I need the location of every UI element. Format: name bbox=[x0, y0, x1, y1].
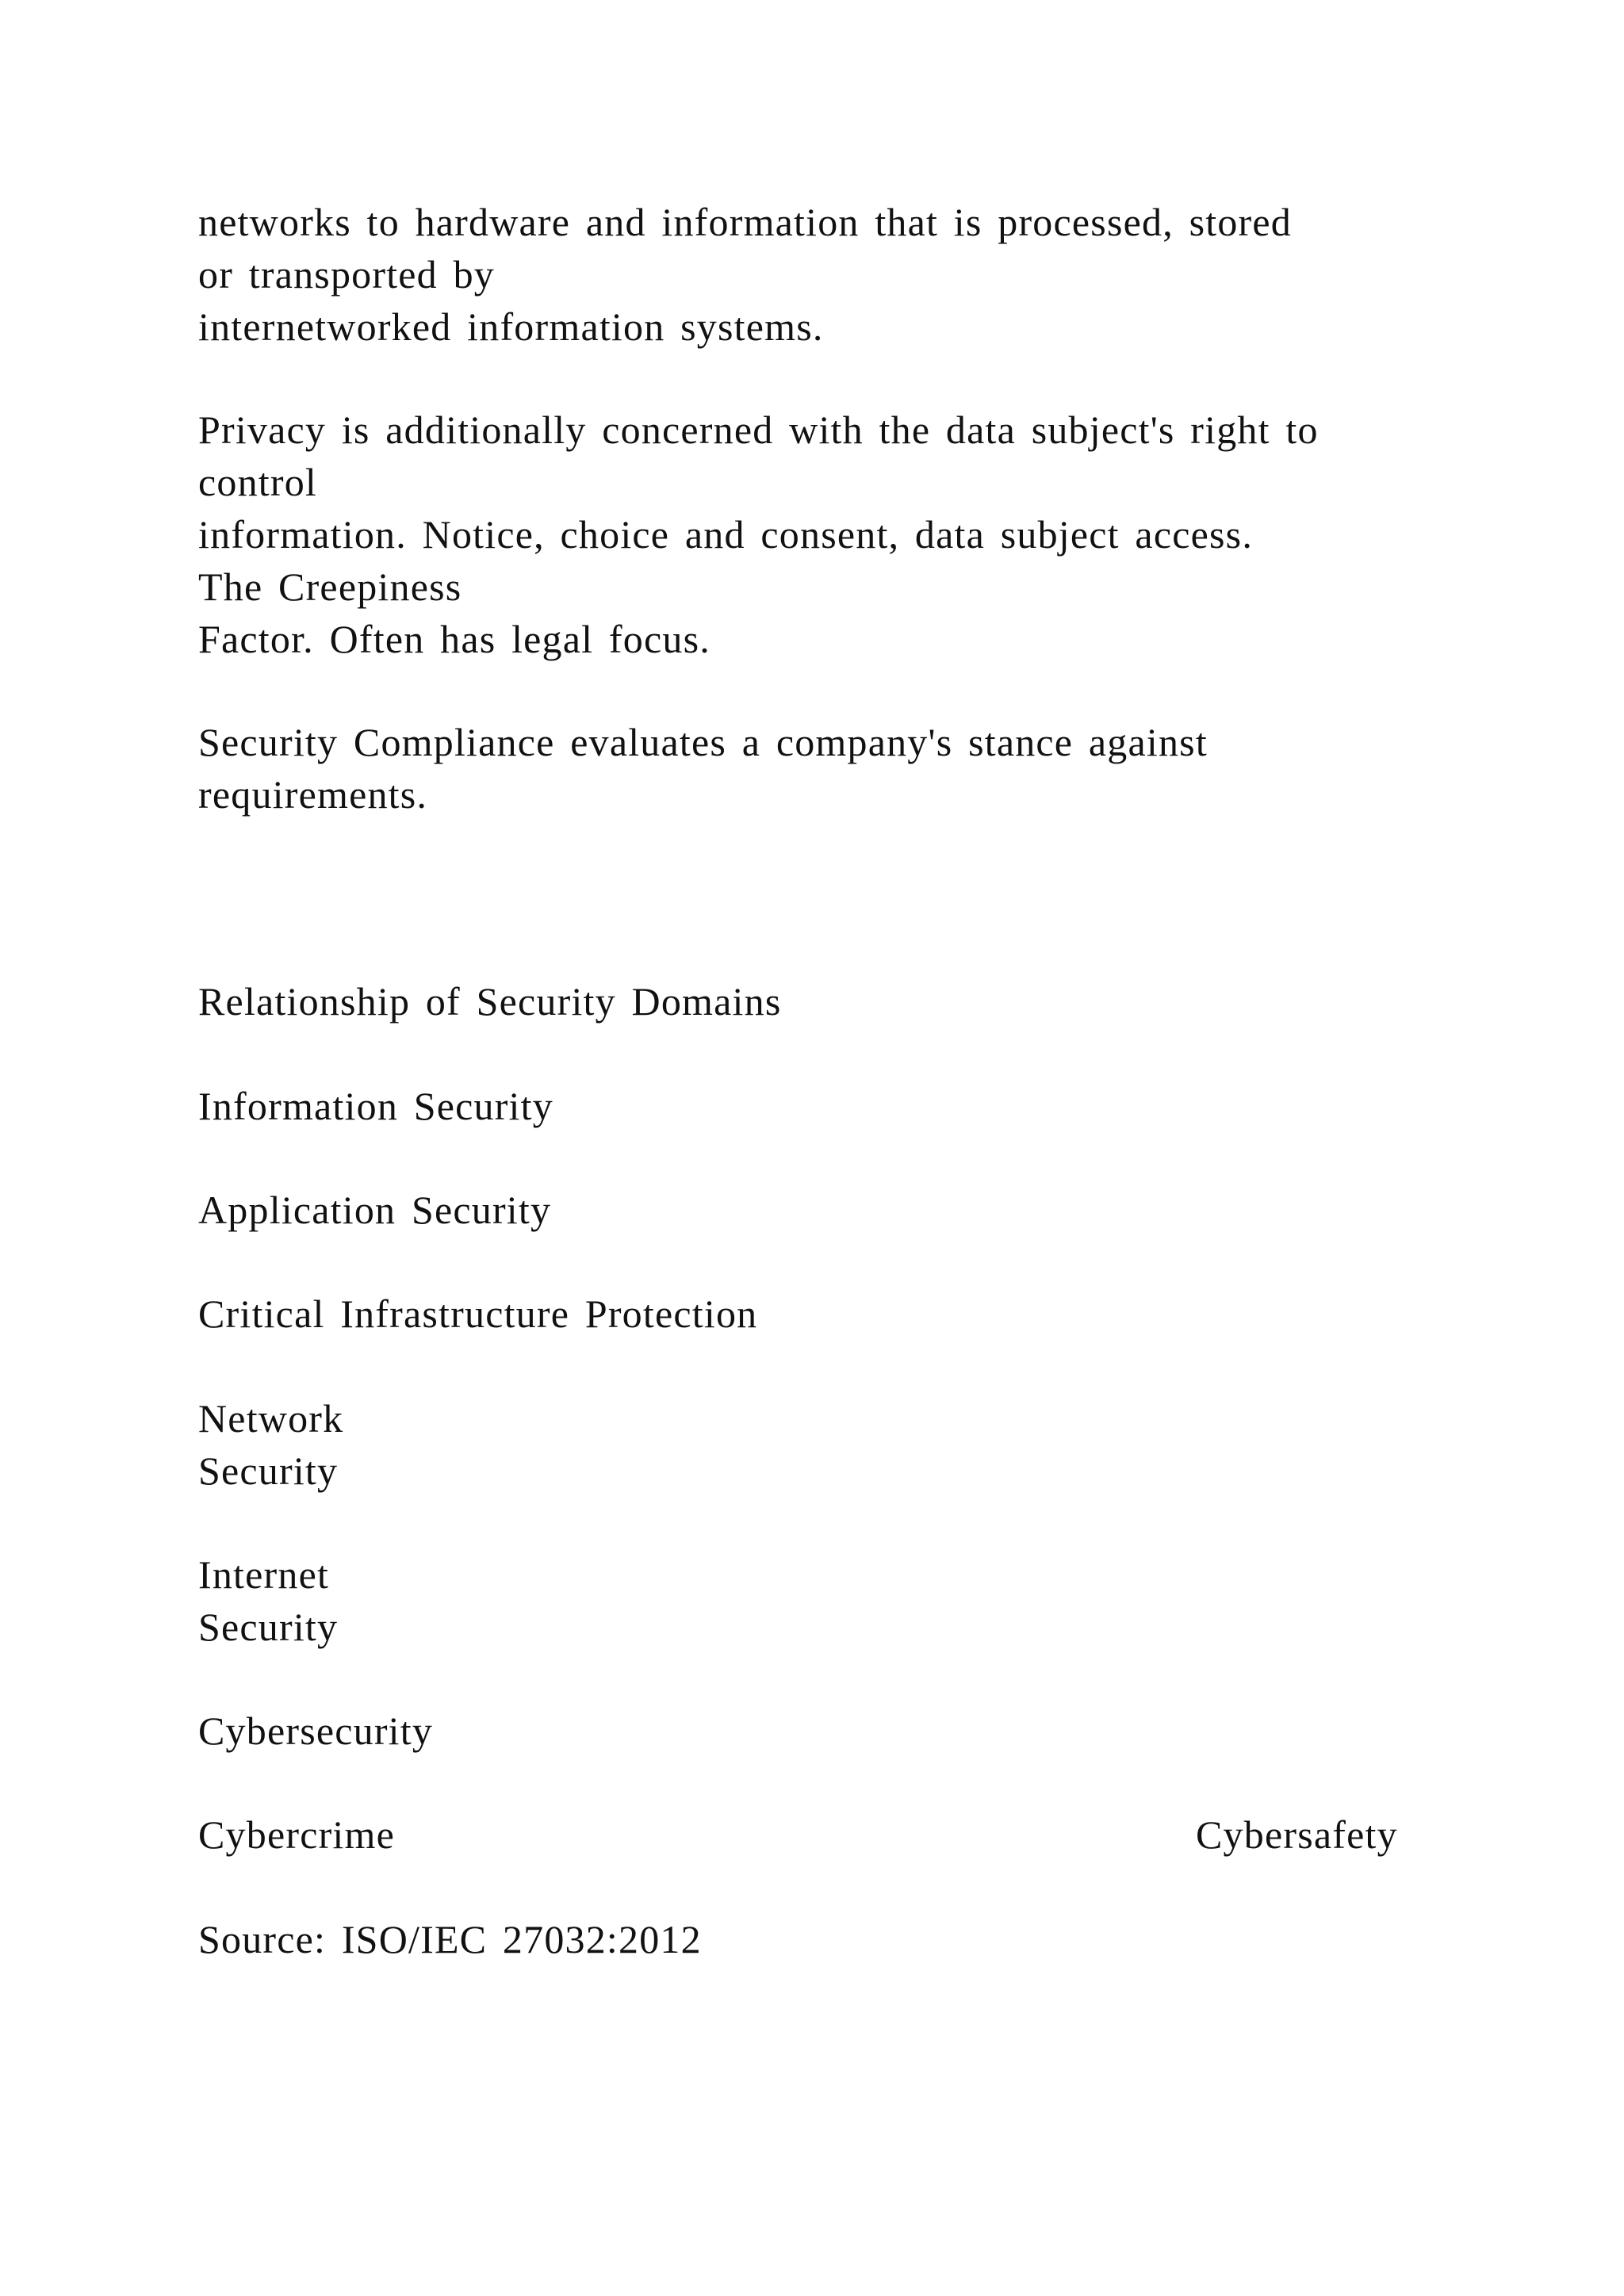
source-citation: Source: ISO/IEC 27032:2012 bbox=[198, 1917, 702, 1961]
label-network-security-line-2: Security bbox=[198, 1448, 339, 1493]
paragraph-2-line-3: information. Notice, choice and consent, data subject access. bbox=[198, 512, 1254, 557]
paragraph-2-line-2: control bbox=[198, 460, 318, 504]
paragraph-3-line-2: requirements. bbox=[198, 772, 428, 817]
label-application-security: Application Security bbox=[198, 1188, 552, 1232]
paragraph-3-line-1: Security Compliance evaluates a company's stance against bbox=[198, 720, 1208, 764]
label-cybersecurity: Cybersecurity bbox=[198, 1709, 434, 1753]
label-cybersafety: Cybersafety bbox=[1196, 1812, 1398, 1857]
label-cybercrime: Cybercrime bbox=[198, 1812, 396, 1857]
label-critical-infrastructure-protection: Critical Infrastructure Protection bbox=[198, 1292, 758, 1336]
paragraph-1-line-2: or transported by bbox=[198, 252, 495, 297]
label-internet-security-line-2: Security bbox=[198, 1605, 339, 1649]
paragraph-1-line-3: internetworked information systems. bbox=[198, 304, 824, 349]
paragraph-2-line-5: Factor. Often has legal focus. bbox=[198, 617, 710, 661]
paragraph-2-line-4: The Creepiness bbox=[198, 564, 462, 609]
label-internet-security-line-1: Internet bbox=[198, 1552, 330, 1597]
diagram-title: Relationship of Security Domains bbox=[198, 979, 782, 1024]
label-network-security-line-1: Network bbox=[198, 1396, 344, 1441]
label-information-security: Information Security bbox=[198, 1084, 553, 1128]
paragraph-1-line-1: networks to hardware and information that is processed, stored bbox=[198, 200, 1292, 244]
paragraph-2-line-1: Privacy is additionally concerned with the data subject's right to bbox=[198, 408, 1319, 452]
